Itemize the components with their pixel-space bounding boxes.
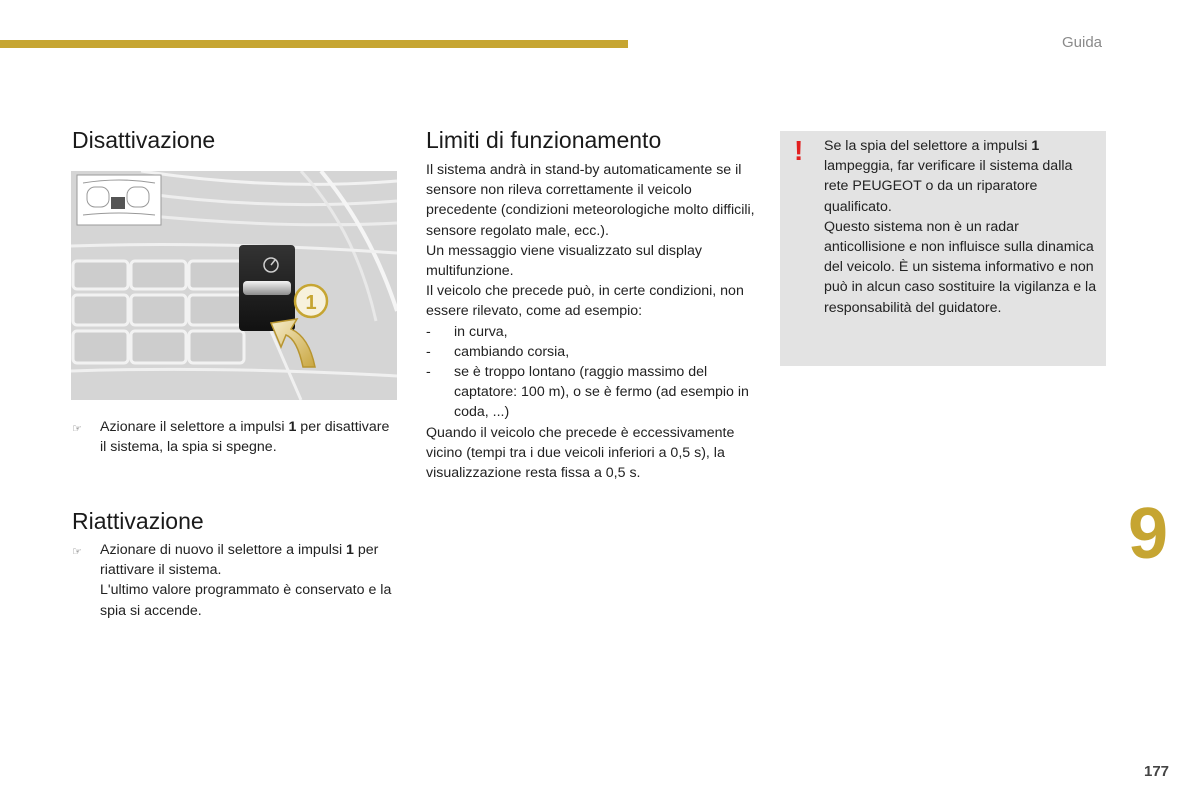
dashboard-thumbnail bbox=[77, 175, 161, 225]
header-accent-bar bbox=[0, 40, 628, 48]
list-item: - in curva, bbox=[426, 323, 508, 340]
limiti-paragraph: Il sistema andrà in stand-by automaticamente se il sensore non rileva correttamente il veicolo precedente (condizioni meteorologiche molto difficili, sensore regolato male, ecc.). bbox=[426, 162, 755, 239]
warning-exclamation-icon: ! bbox=[794, 135, 804, 166]
callout-number: 1 bbox=[305, 292, 317, 314]
dashboard-figure bbox=[71, 171, 397, 400]
section-title-limiti: Limiti di funzionamento bbox=[426, 127, 662, 153]
chapter-title: Guida bbox=[1062, 34, 1103, 51]
warning-note: ! Se la spia del selettore a impulsi 1 lampeggia, far verificare il sistema dalla rete PEUGEOT o da un riparatore qualificato. Questo sistema non è un radar anticollisione e non influisce sulla dinamica del veicolo. È un sistema informativo e non può in alcun caso sostituire la vigilanza e la responsabilità del guidatore. bbox=[780, 131, 1106, 366]
limiti-paragraph: Il veicolo che precede può, in certe condizioni, non essere rilevato, come ad esempio: bbox=[426, 283, 744, 320]
pointing-hand-icon: ☞ bbox=[72, 546, 82, 558]
disattivazione-instruction: ☞ Azionare il selettore a impulsi 1 per disattivare il sistema, la spia si spegne. bbox=[72, 417, 392, 457]
section-title-disattivazione: Disattivazione bbox=[72, 127, 216, 153]
page-number: 177 bbox=[1144, 763, 1170, 780]
limiti-body bbox=[426, 160, 756, 483]
limiti-paragraph: Un messaggio viene visualizzato sul display multifunzione. bbox=[426, 242, 703, 280]
section-title-riattivazione: Riattivazione bbox=[72, 508, 204, 534]
chapter-number: 9 bbox=[1128, 494, 1169, 574]
riattivazione-instruction: ☞ Azionare di nuovo il selettore a impulsi 1 per riattivare il sistema. L'ultimo valore programmato è conservato e la spia si accende. bbox=[72, 540, 397, 621]
pointing-hand-icon: ☞ bbox=[72, 423, 82, 435]
list-item: - cambiando corsia, bbox=[426, 343, 570, 360]
list-item: - se è troppo lontano (raggio massimo del captatore: 100 m), o se è fermo (ad esempio in coda, ...) bbox=[426, 364, 749, 421]
limiti-paragraph: Quando il veicolo che precede è eccessivamente vicino (tempi tra i due veicoli inferiori a 0,5 s), la visualizzazione resta fissa a 0,5 s. bbox=[426, 424, 735, 482]
